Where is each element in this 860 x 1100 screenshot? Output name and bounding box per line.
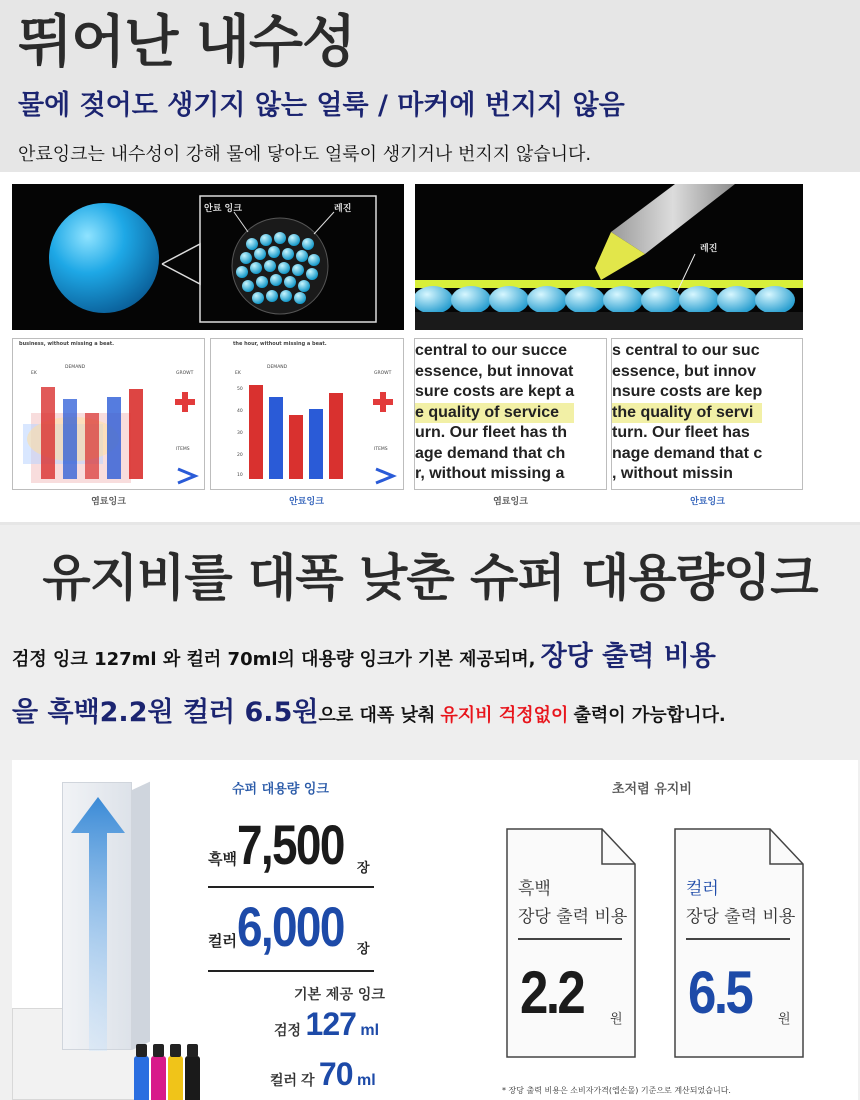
label-pigment-ink: 안료 잉크	[204, 204, 242, 214]
bw-yield-value: 7,500	[236, 813, 344, 876]
up-arrow-icon	[63, 783, 133, 1051]
dye-ink-text-sample	[414, 338, 607, 490]
sample-text-line: urn. Our fleet has th	[415, 424, 568, 441]
section-subtitle-water-resistance: 물에 젖어도 생기지 않는 얼룩 / 마커에 번지지 않음	[18, 90, 625, 121]
color-doc-sublabel: 장당 출력 비용	[686, 907, 796, 927]
ml-unit: ml	[356, 1072, 376, 1089]
y-tick: 20	[237, 453, 243, 458]
bw-page-yield	[208, 812, 367, 877]
black-ink-volume	[274, 1006, 379, 1043]
ink-bottle-cap	[136, 1044, 147, 1057]
ink-cost-section	[0, 525, 860, 760]
caption-pigment-ink: 안료잉크	[289, 497, 324, 507]
color-label: 컬러	[208, 933, 237, 950]
super-capacity-heading: 슈퍼 대용량 잉크	[232, 782, 329, 797]
black-ml-value: 127	[305, 1006, 356, 1042]
sample-text-line: nsure costs are kep	[612, 383, 763, 400]
color-cost-unit: 원	[778, 1012, 791, 1027]
ink-bottle-cap	[153, 1044, 164, 1057]
chart-label-items: ITEMS	[176, 447, 190, 452]
divider	[208, 970, 374, 972]
sample-text-left	[415, 341, 574, 485]
bw-cost-document	[506, 828, 636, 1058]
label-resin-right: 레진	[700, 244, 718, 254]
divider	[208, 886, 374, 888]
sample-heading: business, without missing a beat.	[19, 341, 114, 347]
pigment-ink-chart-sample	[210, 338, 404, 490]
bw-doc-sublabel: 장당 출력 비용	[518, 907, 628, 927]
cost-text: 검정 잉크 127ml 와 컬러 70ml의 대용량 잉크가 기본 제공되며,	[12, 649, 536, 670]
chart-label-growth: GROWT	[176, 371, 194, 376]
y-tick: 40	[237, 409, 243, 414]
sample-text-line: sure costs are kept a	[415, 383, 575, 400]
cost-description-line-1	[12, 637, 716, 680]
ink-bottle-cyan	[134, 1056, 149, 1100]
color-doc-label: 컬러	[686, 879, 719, 899]
section-description-water-resistance: 안료잉크는 내수성이 강해 물에 닿아도 얼룩이 생기거나 번지지 않습니다.	[18, 144, 592, 165]
y-tick: 50	[237, 387, 243, 392]
ink-bottle-black	[185, 1056, 200, 1100]
color-cost-document	[674, 828, 804, 1058]
chart-label-demand: DEMAND	[65, 365, 86, 370]
color-ink-volume	[270, 1056, 376, 1093]
section-title-ink-cost: 유지비를 대폭 낮춘 슈퍼 대용량잉크	[42, 549, 818, 607]
infographic-card	[12, 760, 858, 1100]
dye-ink-chart-sample	[12, 338, 205, 490]
sample-text-line: s central to our suc	[612, 342, 760, 359]
included-ink-heading: 기본 제공 잉크	[294, 987, 385, 1003]
ink-bottle-cap	[187, 1044, 198, 1057]
sample-heading: the hour, without missing a beat.	[233, 341, 327, 347]
caption-pigment-ink: 안료잉크	[690, 497, 725, 507]
cost-text: 으로 대폭 낮춰	[318, 705, 436, 726]
label-resin: 레진	[334, 204, 352, 214]
sample-text-line: the quality of servi	[612, 403, 762, 424]
ink-bottle-magenta	[151, 1056, 166, 1100]
sample-text-line: essence, but innov	[612, 362, 757, 380]
ink-bottle-cap	[170, 1044, 181, 1057]
cost-highlight-red: 유지비 걱정없이	[440, 705, 569, 726]
caption-dye-ink: 염료잉크	[493, 497, 528, 507]
cost-description-line-2	[12, 693, 726, 736]
chart-label-demand: DEMAND	[267, 365, 288, 370]
cost-footnote: * 장당 출력 비용은 소비자가격(엡손몰) 기준으로 계산되었습니다.	[502, 1086, 731, 1095]
sample-text-line: essence, but innovat	[415, 362, 574, 380]
sample-text-line: r, without missing a	[415, 465, 565, 482]
y-tick: 10	[237, 473, 243, 478]
bw-doc-label: 흑백	[518, 879, 551, 899]
color-ml-value: 70	[318, 1056, 353, 1092]
bw-label: 흑백	[208, 851, 237, 868]
water-resistance-section	[0, 0, 860, 525]
pigment-ink-text-sample	[611, 338, 803, 490]
color-yield-value: 6,000	[236, 895, 344, 958]
doc-divider	[686, 938, 790, 940]
caption-dye-ink: 염료잉크	[91, 497, 126, 507]
sample-text-line: age demand that ch	[415, 444, 566, 462]
bw-cost-value: 2.2	[520, 959, 584, 1026]
marker-resin-diagram	[415, 184, 803, 330]
low-cost-heading: 초저렴 유지비	[612, 782, 692, 797]
color-each-label: 컬러 각	[270, 1072, 315, 1088]
black-label: 검정	[274, 1022, 302, 1038]
cost-text: 출력이 가능합니다.	[573, 705, 726, 726]
ink-capacity-infographic	[0, 760, 860, 1100]
y-tick: 30	[237, 431, 243, 436]
pigment-ink-droplet-diagram	[12, 184, 404, 330]
sample-text-line: nage demand that c	[612, 444, 763, 462]
color-yield-unit: 장	[357, 942, 370, 957]
chart-label-ek: EK	[235, 371, 241, 376]
sample-text-line: e quality of service	[415, 403, 574, 424]
water-resistance-figure	[0, 172, 860, 522]
section-title-water-resistance: 뛰어난 내수성	[18, 10, 356, 75]
sample-text-right	[612, 341, 762, 485]
cost-emphasis: 을 흑백2.2원 컬러 6.5원	[12, 697, 319, 728]
pillar-side	[132, 782, 150, 1050]
chart-label-items: ITEMS	[374, 447, 388, 452]
bw-cost-unit: 원	[610, 1012, 623, 1027]
sample-text-line: , without missin	[612, 465, 733, 482]
ink-bottle-yellow	[168, 1056, 183, 1100]
ml-unit: ml	[360, 1022, 380, 1039]
cost-emphasis: 장당 출력 비용	[540, 641, 716, 672]
sample-text-line: central to our succe	[415, 342, 568, 359]
color-cost-value: 6.5	[688, 959, 752, 1026]
chart-label-ek: EK	[31, 371, 37, 376]
sample-text-line: turn. Our fleet has	[612, 424, 750, 441]
capacity-pillar-image	[62, 782, 132, 1050]
doc-divider	[518, 938, 622, 940]
color-page-yield	[208, 894, 367, 959]
bw-yield-unit: 장	[357, 861, 370, 876]
chart-label-growth: GROWT	[374, 371, 392, 376]
